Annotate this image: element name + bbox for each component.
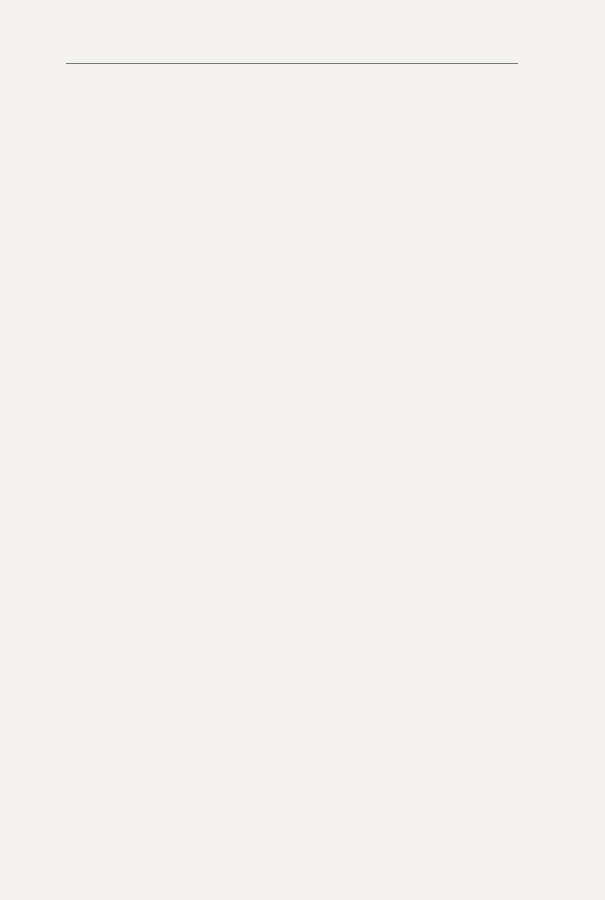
index-body xyxy=(66,84,518,112)
page-header xyxy=(66,44,518,60)
header-rule xyxy=(66,63,518,64)
